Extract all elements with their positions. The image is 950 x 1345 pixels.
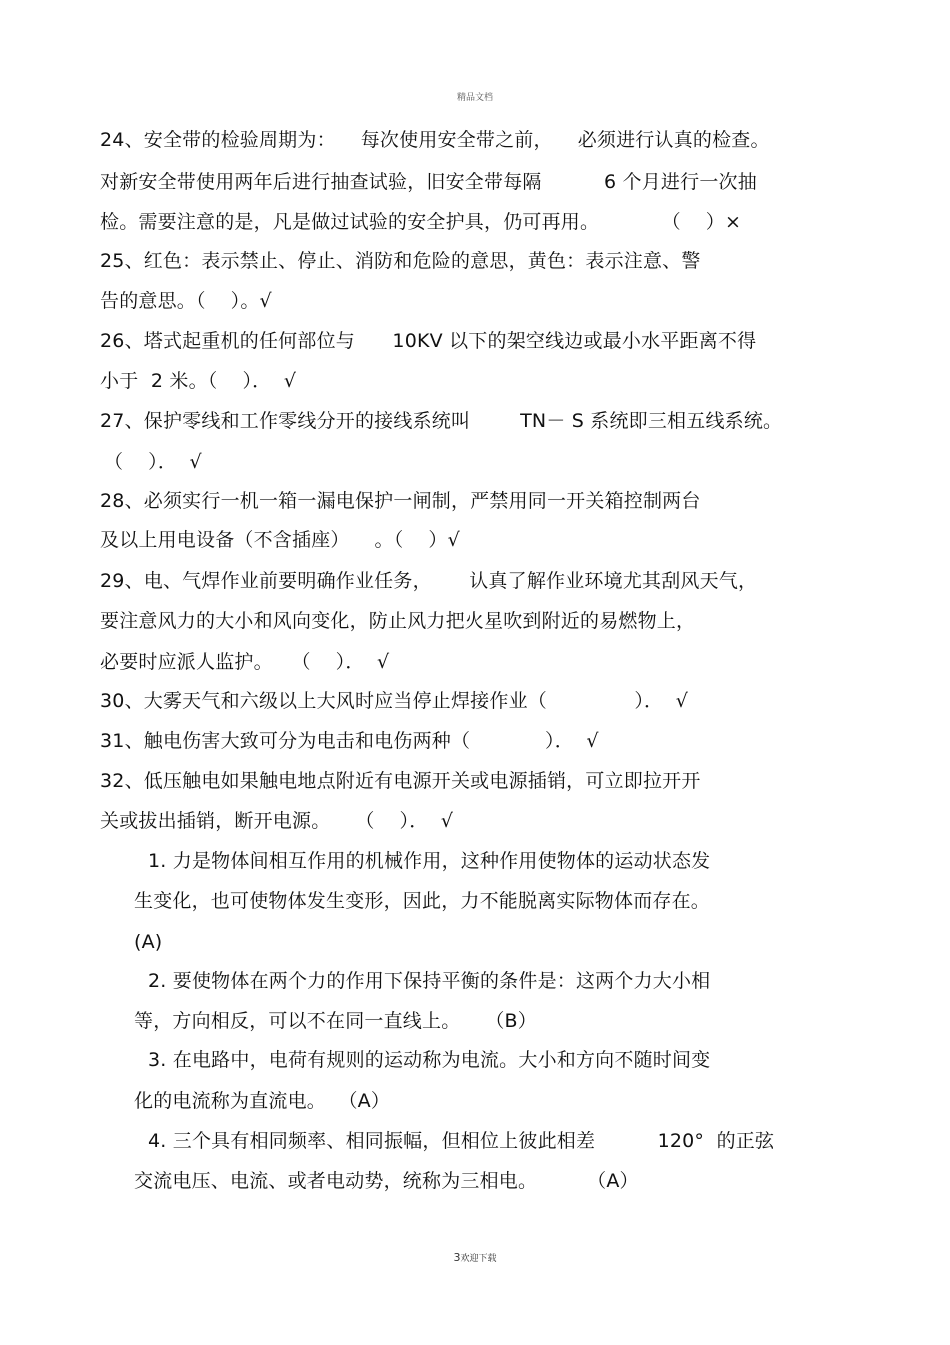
text-line: 要注意风力的大小和风向变化，防止风力把火星吹到附近的易燃物上， <box>100 610 696 632</box>
text-line: 25、红色：表示禁止、停止、消防和危险的意思，黄色：表示注意、警 <box>100 250 701 272</box>
text-line: 26、塔式起重机的任何部位与 10KV 以下的架空线边或最小水平距离不得 <box>100 330 757 352</box>
text-line: 告的意思。（ ）。√ <box>100 290 272 312</box>
text-line: 1. 力是物体间相互作用的机械作用，这种作用使物体的运动状态发 <box>148 850 711 872</box>
text-line: 2. 要使物体在两个力的作用下保持平衡的条件是：这两个力大小相 <box>148 970 711 992</box>
text-line: 29、电、气焊作业前要明确作业任务， 认真了解作业环境尤其刮风天气， <box>100 570 758 592</box>
text-line: 24、安全带的检验周期为： 每次使用安全带之前， 必须进行认真的检查。 <box>100 129 770 151</box>
text-line: (A) <box>134 931 163 953</box>
text-line: 32、低压触电如果触电地点附近有电源开关或电源插销，可立即拉开开 <box>100 770 701 792</box>
text-line: 生变化，也可使物体发生变形，因此，力不能脱离实际物体而存在。 <box>134 890 711 912</box>
text-line: 化的电流称为直流电。 （A） <box>134 1090 391 1112</box>
text-line: 28、必须实行一机一箱一漏电保护一闸制，严禁用同一开关箱控制两台 <box>100 490 701 512</box>
page-number: 3 <box>453 1251 461 1264</box>
footer-text: 欢迎下载 <box>460 1254 497 1264</box>
text-line: 小于 2 米。（ ）． √ <box>100 370 297 392</box>
text-line: 等，方向相反，可以不在同一直线上。 （B） <box>134 1010 537 1032</box>
text-line: 关或拔出插销，断开电源。 （ ）． √ <box>100 810 454 832</box>
text-line: 交流电压、电流、或者电动势，统称为三相电。 （A） <box>134 1170 639 1192</box>
text-line: 4. 三个具有相同频率、相同振幅，但相位上彼此相差 120° 的正弦 <box>148 1130 775 1152</box>
text-line: 3. 在电路中，电荷有规则的运动称为电流。大小和方向不随时间变 <box>148 1049 711 1071</box>
page-header: 精品文档 <box>456 93 493 103</box>
text-line: 30、大雾天气和六级以上大风时应当停止焊接作业（ ）． √ <box>100 690 689 712</box>
text-line: 27、保护零线和工作零线分开的接线系统叫 TN－ S 系统即三相五线系统。 <box>100 410 783 432</box>
text-line: （ ）． √ <box>104 451 202 473</box>
text-line: 对新安全带使用两年后进行抽查试验，旧安全带每隔 6 个月进行一次抽 <box>100 171 757 193</box>
text-line: 及以上用电设备（不含插座） 。（ ）√ <box>100 529 460 551</box>
text-line: 31、触电伤害大致可分为电击和电伤两种（ ）． √ <box>100 730 599 752</box>
text-line: 必要时应派人监护。 （ ）． √ <box>100 651 390 673</box>
text-line: 检。需要注意的是，凡是做过试验的安全护具，仍可再用。 （ ）× <box>100 211 742 233</box>
page-footer <box>0 1251 950 1264</box>
